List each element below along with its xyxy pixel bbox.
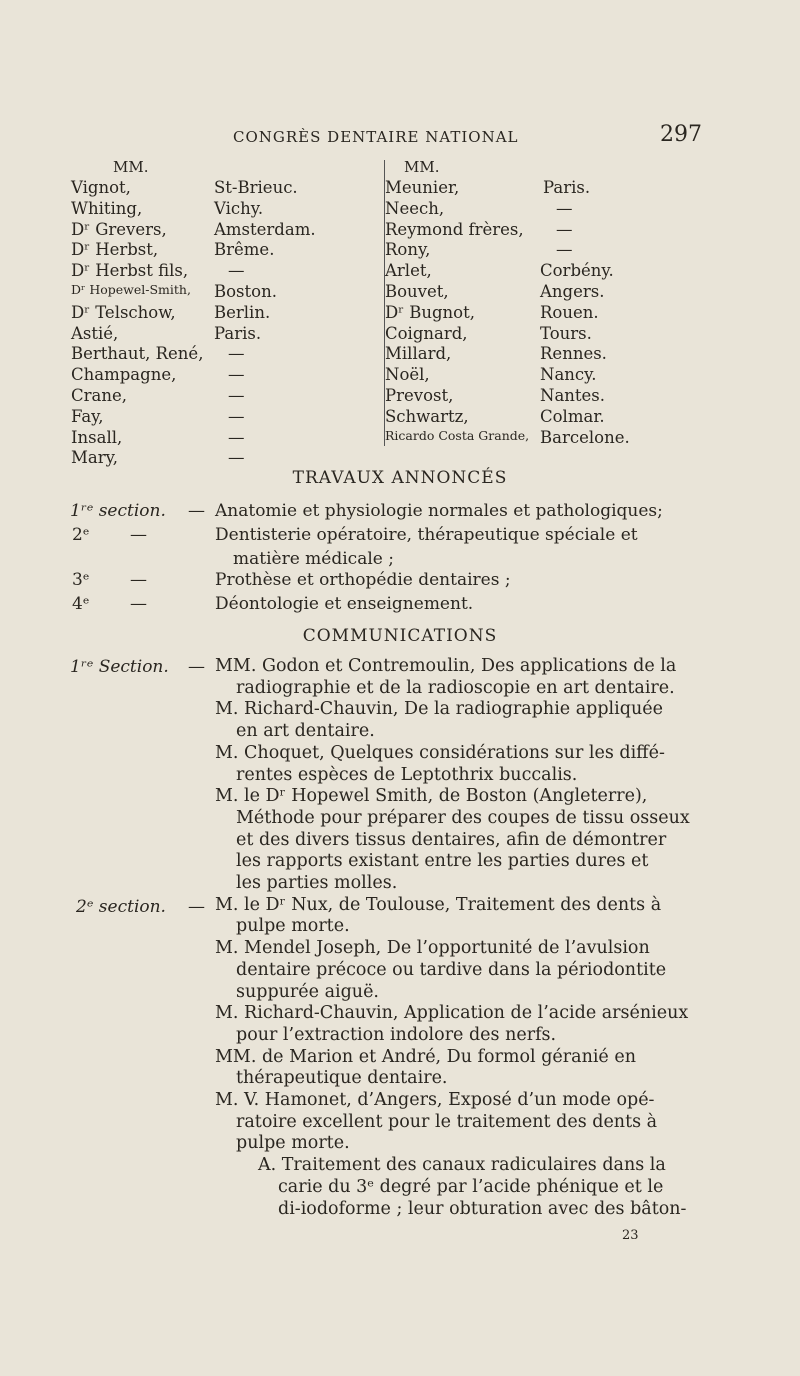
- communication-line: thérapeutique dentaire.: [236, 1068, 448, 1089]
- member-row: [71, 282, 371, 302]
- signature-mark: 23: [622, 1228, 639, 1243]
- member-row: [71, 240, 371, 260]
- member-city: Paris.: [543, 178, 591, 197]
- travaux-text: Déontologie et enseignement.: [215, 594, 474, 614]
- member-name: Dʳ Bugnot,: [385, 302, 475, 322]
- member-row: [385, 428, 705, 448]
- member-name: Dʳ Hopewel-Smith,: [71, 282, 191, 297]
- communication-line: M. V. Hamonet, d’Angers, Exposé d’un mode opé-: [215, 1090, 655, 1110]
- member-row: [71, 178, 371, 198]
- member-city: —: [228, 344, 245, 364]
- member-city: St-Brieuc.: [214, 178, 298, 197]
- communication-line: les parties molles.: [236, 873, 398, 893]
- member-name: Ricardo Costa Grande,: [385, 427, 530, 443]
- member-row: [385, 282, 705, 302]
- travaux-section-label: 1ʳᵉ section.: [70, 501, 166, 521]
- member-row: [385, 178, 705, 198]
- member-name: Dʳ Telschow,: [71, 302, 176, 322]
- member-city: —: [556, 240, 573, 260]
- communication-line: pour l’extraction indolore des nerfs.: [236, 1024, 557, 1045]
- member-city: —: [228, 261, 245, 281]
- member-row: [71, 448, 371, 468]
- member-city: Barcelone.: [540, 427, 630, 447]
- member-row: [385, 344, 705, 364]
- member-name: Dʳ Herbst,: [71, 240, 159, 260]
- member-name: Berthaut, René,: [71, 344, 204, 364]
- member-name: Crane,: [71, 386, 127, 405]
- member-city: —: [228, 365, 245, 385]
- member-name: Arlet,: [385, 261, 432, 281]
- member-row: [385, 240, 705, 260]
- member-row: [71, 324, 371, 344]
- communication-line: MM. de Marion et André, Du formol géranié en: [215, 1046, 636, 1067]
- member-name: Coignard,: [385, 323, 468, 343]
- communication-line: pulpe morte.: [236, 916, 350, 937]
- communication-line: M. Richard-Chauvin, De la radiographie appliquée: [215, 699, 663, 720]
- travaux-text: matière médicale ;: [233, 549, 394, 569]
- communication-line: en art dentaire.: [236, 721, 375, 742]
- section-2-dash: —: [188, 897, 205, 917]
- member-list: [0, 158, 800, 468]
- travaux-dash: —: [188, 501, 205, 521]
- member-city: Nantes.: [540, 386, 606, 405]
- member-name: Millard,: [385, 344, 452, 364]
- member-row: [71, 386, 371, 406]
- member-row: [385, 324, 705, 344]
- travaux-dash: —: [130, 570, 147, 590]
- communication-line: et des divers tissus dentaires, afin de démontrer: [236, 829, 667, 850]
- right-column-label: MM.: [404, 158, 440, 176]
- member-row: [71, 428, 371, 448]
- travaux-text: Dentisterie opératoire, thérapeutique spéciale et: [215, 525, 638, 545]
- communication-line: radiographie et de la radioscopie en art dentaire.: [236, 677, 675, 698]
- member-row: [385, 303, 705, 323]
- member-row: [385, 199, 705, 219]
- member-city: Brême.: [214, 240, 275, 260]
- member-name: Rony,: [385, 240, 431, 260]
- member-city: —: [228, 427, 245, 447]
- communication-line: carie du 3ᵉ degré par l’acide phénique et le: [278, 1176, 664, 1197]
- member-row: [71, 365, 371, 385]
- communication-line: M. Richard-Chauvin, Application de l’acide arsénieux: [215, 1003, 689, 1024]
- section-2-label: 2ᵉ section.: [76, 897, 166, 917]
- section-1-label: 1ʳᵉ Section.: [70, 657, 169, 677]
- member-city: —: [556, 198, 573, 218]
- member-row: [385, 407, 705, 427]
- member-row: [71, 261, 371, 281]
- communication-line: dentaire précoce ou tardive dans la périodontite: [236, 959, 667, 980]
- member-city: Corbény.: [540, 261, 614, 281]
- member-name: Dʳ Grevers,: [71, 219, 167, 239]
- communication-line: suppurée aiguë.: [236, 981, 379, 1002]
- travaux-dash: —: [130, 594, 147, 614]
- member-row: [385, 261, 705, 281]
- member-city: Colmar.: [540, 406, 605, 426]
- member-city: Nancy.: [540, 365, 597, 385]
- communication-line: M. le Dʳ Hopewel Smith, de Boston (Angleterre),: [215, 786, 648, 807]
- travaux-dash: —: [130, 525, 147, 545]
- communication-line: A. Traitement des canaux radiculaires dans la: [258, 1155, 666, 1176]
- member-row: [71, 303, 371, 323]
- member-name: Reymond frères,: [385, 219, 524, 239]
- member-name: Noël,: [385, 365, 430, 385]
- member-name: Whiting,: [71, 198, 143, 218]
- member-city: Vichy.: [214, 198, 264, 218]
- communication-line: pulpe morte.: [236, 1133, 350, 1154]
- member-name: Meunier,: [385, 178, 460, 197]
- communication-line: M. Choquet, Quelques considérations sur les diffé-: [215, 742, 665, 763]
- member-name: Prevost,: [385, 386, 454, 405]
- communication-line: di-iodoforme ; leur obturation avec des bâton-: [278, 1198, 687, 1219]
- running-title: CONGRÈS DENTAIRE NATIONAL: [233, 128, 519, 146]
- member-name: Vignot,: [71, 178, 131, 197]
- member-city: Berlin.: [214, 302, 271, 322]
- member-row: [385, 365, 705, 385]
- communications-title: COMMUNICATIONS: [302, 626, 498, 646]
- page-number: 297: [660, 122, 702, 147]
- member-city: Tours.: [540, 323, 592, 343]
- member-city: Rennes.: [540, 344, 607, 364]
- travaux-text: Prothèse et orthopédie dentaires ;: [215, 570, 511, 590]
- member-name: Insall,: [71, 427, 123, 447]
- communication-line: ratoire excellent pour le traitement des dents à: [236, 1111, 658, 1132]
- communication-line: M. Mendel Joseph, De l’opportunité de l’avulsion: [215, 938, 650, 959]
- travaux-section-label: 3ᵉ: [72, 570, 90, 590]
- section-1-dash: —: [188, 657, 205, 677]
- left-column-label: MM.: [113, 158, 149, 176]
- member-city: Rouen.: [540, 302, 599, 322]
- member-city: —: [228, 386, 245, 405]
- communication-line: les rapports existant entre les parties dures et: [236, 851, 649, 872]
- member-city: Paris.: [214, 323, 262, 343]
- member-city: —: [556, 219, 573, 239]
- travaux-section-label: 2ᵉ: [72, 525, 90, 545]
- travaux-title: TRAVAUX ANNONCÉS: [292, 468, 508, 488]
- member-city: Amsterdam.: [214, 219, 316, 239]
- travaux-section-label: 4ᵉ: [72, 594, 90, 614]
- member-name: Schwartz,: [385, 406, 469, 426]
- member-name: Neech,: [385, 198, 445, 218]
- member-row: [71, 407, 371, 427]
- travaux-text: Anatomie et physiologie normales et pathologiques;: [215, 501, 663, 521]
- member-name: Bouvet,: [385, 282, 449, 301]
- member-row: [71, 220, 371, 240]
- member-city: Boston.: [214, 282, 277, 301]
- communication-line: Méthode pour préparer des coupes de tissu osseux: [236, 807, 690, 828]
- member-city: —: [228, 448, 245, 468]
- communication-line: M. le Dʳ Nux, de Toulouse, Traitement des dents à: [215, 894, 662, 915]
- member-name: Dʳ Herbst fils,: [71, 261, 189, 281]
- page-header: [0, 122, 800, 152]
- member-name: Fay,: [71, 406, 104, 426]
- communication-line: rentes espèces de Leptothrix buccalis.: [236, 764, 578, 785]
- member-row: [385, 220, 705, 240]
- member-row: [71, 344, 371, 364]
- member-name: Champagne,: [71, 365, 177, 385]
- member-name: Astié,: [71, 323, 119, 343]
- member-city: —: [228, 406, 245, 426]
- member-row: [71, 199, 371, 219]
- member-name: Mary,: [71, 448, 118, 468]
- member-row: [385, 386, 705, 406]
- member-city: Angers.: [540, 282, 605, 301]
- communication-line: MM. Godon et Contremoulin, Des applications de la: [215, 656, 677, 676]
